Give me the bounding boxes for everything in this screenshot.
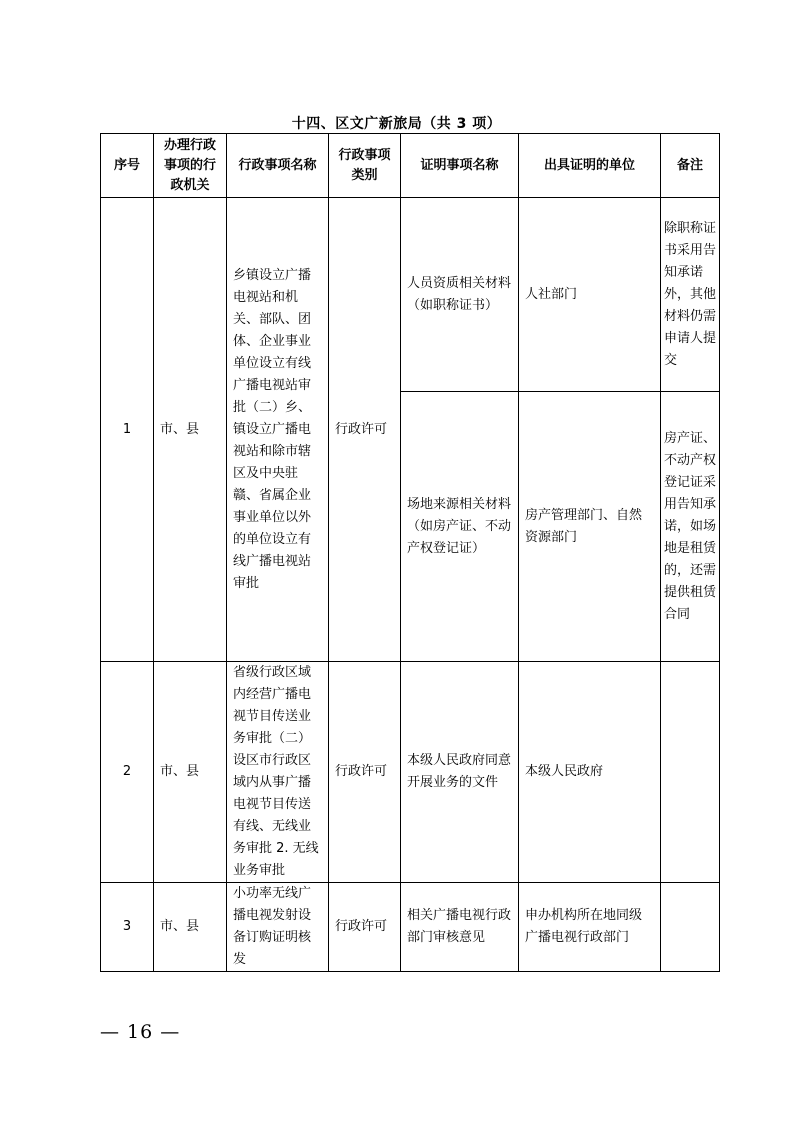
row-2-proof: 本级人民政府同意开展业务的文件 — [401, 662, 519, 883]
header-issuer: 出具证明的单位 — [519, 134, 661, 198]
header-agency: 办理行政事项的行政机关 — [154, 134, 227, 198]
row-2-note — [661, 662, 720, 883]
row-2-agency: 市、县 — [154, 662, 227, 883]
row-2-item-name: 省级行政区域内经营广播电视节目传送业务审批（二）设区市行政区域内从事广播电视节目传送有线、无线业务审批 2. 无线业务审批 — [227, 662, 329, 883]
row-3-agency: 市、县 — [154, 883, 227, 972]
header-note: 备注 — [661, 134, 720, 198]
row-1-issuer-1: 人社部门 — [519, 198, 661, 392]
table-row — [101, 198, 720, 392]
items-table — [100, 133, 720, 972]
row-3-category: 行政许可 — [329, 883, 401, 972]
row-3-no: 3 — [101, 883, 154, 972]
header-no: 序号 — [101, 134, 154, 198]
row-1-issuer-2: 房产管理部门、自然资源部门 — [519, 392, 661, 662]
row-3-note — [661, 883, 720, 972]
table-row — [101, 883, 720, 972]
row-1-item-name: 乡镇设立广播电视站和机关、部队、团体、企业事业单位设立有线广播电视站审批（二）乡、镇设立广播电视站和除市辖区及中央驻赣、省属企业事业单位以外的单位设立有线广播电视站审批 — [227, 198, 329, 662]
row-1-proof-1: 人员资质相关材料（如职称证书） — [401, 198, 519, 392]
row-1-note-1: 除职称证书采用告知承诺外，其他材料仍需申请人提交 — [661, 198, 720, 392]
row-2-no: 2 — [101, 662, 154, 883]
row-1-category: 行政许可 — [329, 198, 401, 662]
page-number: — 16 — — [100, 1021, 181, 1043]
row-1-note-2: 房产证、不动产权登记证采用告知承诺，如场地是租赁的，还需提供租赁合同 — [661, 392, 720, 662]
header-item-name: 行政事项名称 — [227, 134, 329, 198]
row-2-issuer: 本级人民政府 — [519, 662, 661, 883]
row-2-category: 行政许可 — [329, 662, 401, 883]
row-3-item-name: 小功率无线广播电视发射设备订购证明核发 — [227, 883, 329, 972]
row-1-agency: 市、县 — [154, 198, 227, 662]
table-row — [101, 662, 720, 883]
header-category: 行政事项类别 — [329, 134, 401, 198]
table-header-row — [101, 134, 720, 198]
row-3-proof: 相关广播电视行政部门审核意见 — [401, 883, 519, 972]
row-1-proof-2: 场地来源相关材料（如房产证、不动产权登记证） — [401, 392, 519, 662]
page-title: 十四、区文广新旅局（共 3 项） — [291, 116, 502, 132]
row-3-issuer: 申办机构所在地同级广播电视行政部门 — [519, 883, 661, 972]
header-proof: 证明事项名称 — [401, 134, 519, 198]
row-1-no: 1 — [101, 198, 154, 662]
